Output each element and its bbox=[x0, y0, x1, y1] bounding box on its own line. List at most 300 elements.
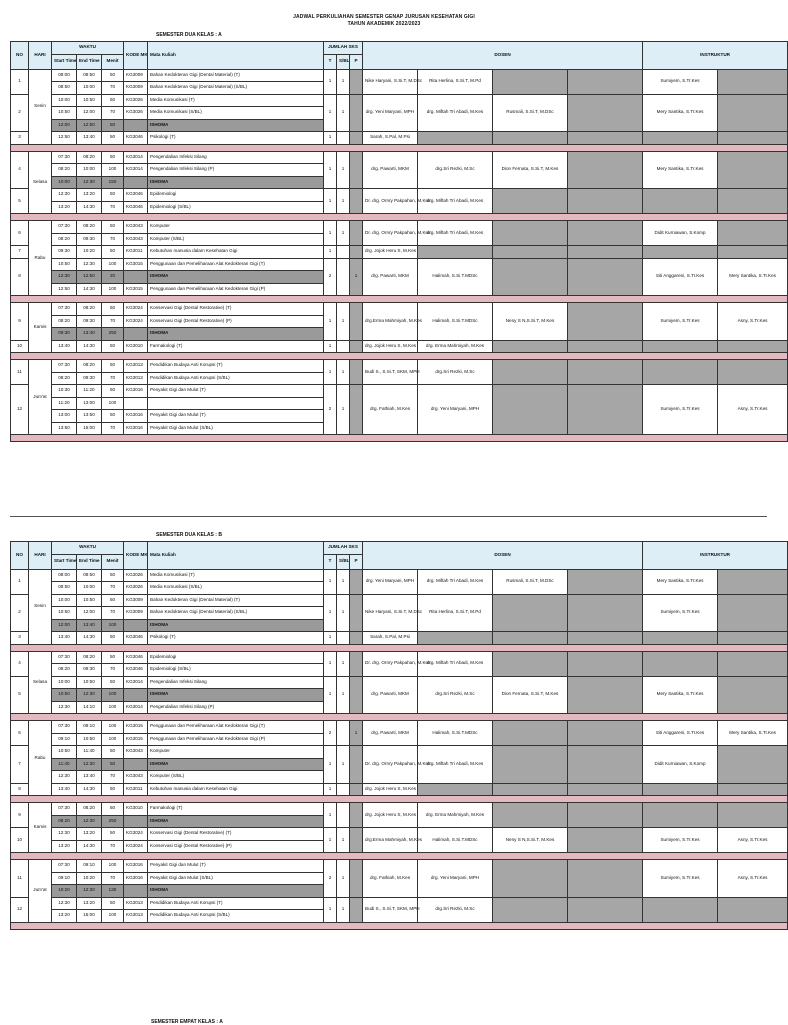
lecturer bbox=[493, 69, 568, 94]
sks-t: 1 bbox=[324, 151, 337, 189]
course-name: Farmakologi (T) bbox=[148, 340, 324, 353]
sks-t: 1 bbox=[324, 303, 337, 341]
lecturer: Dion Fernata, S.Si.T, M.Kes bbox=[493, 676, 568, 714]
minutes: 50 bbox=[102, 94, 124, 107]
minutes: 50 bbox=[102, 360, 124, 373]
header-dosen: DOSEN bbox=[363, 542, 643, 570]
course-code: KG3009 bbox=[124, 594, 148, 607]
start-time: 13:40 bbox=[52, 340, 77, 353]
end-time: 12:30 bbox=[77, 885, 102, 898]
instructor bbox=[718, 746, 788, 784]
lecturer: Rita Herlina, S.Si.T, M.Pd bbox=[418, 594, 493, 632]
minutes: 130 bbox=[102, 885, 124, 898]
header-start: Start Time bbox=[52, 54, 77, 69]
start-time: 10:50 bbox=[52, 107, 77, 120]
day-separator bbox=[11, 853, 788, 860]
header-sks: JUMLAH SKS bbox=[324, 542, 363, 555]
start-time: 10:30 bbox=[52, 385, 77, 398]
lecturer: drg. Pawarti, MKM bbox=[363, 151, 418, 189]
lecturer: Nike Haryani, S.Si.T, M.DSc bbox=[363, 69, 418, 94]
row-number: 7 bbox=[11, 746, 29, 784]
lecturer: drg. Pawarti, MKM bbox=[363, 721, 418, 746]
lecturer: Dr. drg. Ornry Pakpahan, M.Kes bbox=[363, 651, 418, 676]
course-name: Pengendalian Infeksi Silang bbox=[148, 151, 324, 164]
table-row bbox=[11, 360, 788, 373]
instructor bbox=[718, 632, 788, 645]
instructor: Mery Santika, S.Tr.Kes bbox=[643, 151, 718, 189]
row-number: 2 bbox=[11, 594, 29, 632]
row-number: 11 bbox=[11, 860, 29, 898]
lecturer: drg. Fathiah, M.Kes bbox=[363, 860, 418, 898]
end-time: 14:10 bbox=[77, 701, 102, 714]
course-code: KG3026 bbox=[124, 569, 148, 582]
table-row bbox=[11, 69, 788, 82]
row-number: 3 bbox=[11, 132, 29, 145]
end-time: 12:30 bbox=[77, 689, 102, 702]
sks-sbl bbox=[337, 246, 350, 259]
table-row bbox=[11, 594, 788, 607]
sks-p bbox=[350, 340, 363, 353]
lecturer: drg.Erma Mahmiyah, M.Kes bbox=[363, 828, 418, 853]
sks-t: 1 bbox=[324, 246, 337, 259]
sks-p bbox=[350, 897, 363, 922]
lecturer bbox=[568, 803, 643, 828]
end-time: 09:30 bbox=[77, 372, 102, 385]
table-row bbox=[11, 340, 788, 353]
minutes: 50 bbox=[102, 632, 124, 645]
lecturer bbox=[568, 569, 643, 594]
lecturer: Budi S., S.Si.T, SKM, MPH bbox=[363, 360, 418, 385]
lecturer bbox=[568, 340, 643, 353]
lecturer bbox=[568, 721, 643, 746]
day-separator bbox=[11, 296, 788, 303]
sks-p bbox=[350, 69, 363, 94]
course-name bbox=[148, 397, 324, 410]
minutes: 50 bbox=[102, 758, 124, 771]
instructor bbox=[643, 340, 718, 353]
minutes: 50 bbox=[102, 594, 124, 607]
instructor bbox=[718, 360, 788, 385]
sks-t: 1 bbox=[324, 569, 337, 594]
course-code: KG3015 bbox=[124, 733, 148, 746]
lecturer: Sarah, S.Pal, M.Psi bbox=[363, 632, 418, 645]
course-name: Pendidikan Budaya Anti Korupsi (S/BL) bbox=[148, 372, 324, 385]
row-number: 7 bbox=[11, 246, 29, 259]
course-code bbox=[124, 176, 148, 189]
row-number: 3 bbox=[11, 632, 29, 645]
course-name: Konservasi Gigi (Dental Restorative) (T) bbox=[148, 828, 324, 841]
instructor bbox=[643, 803, 718, 828]
day-label: Jum'at bbox=[29, 360, 52, 435]
separator-band bbox=[11, 922, 788, 929]
course-name: Penyakit Gigi dan Mulut (T) bbox=[148, 385, 324, 398]
lecturer: Budi S., S.Si.T, SKM, MPH bbox=[363, 897, 418, 922]
course-code: KG3043 bbox=[124, 746, 148, 759]
start-time: 08:50 bbox=[52, 582, 77, 595]
table-row bbox=[11, 303, 788, 316]
sks-p bbox=[350, 783, 363, 796]
row-number: 9 bbox=[11, 303, 29, 341]
course-code: KG3015 bbox=[124, 721, 148, 734]
start-time: 10:50 bbox=[52, 746, 77, 759]
minutes: 70 bbox=[102, 771, 124, 784]
header-waktu: WAKTU bbox=[52, 542, 124, 555]
table-row bbox=[11, 803, 788, 816]
lecturer: drg. Yeni Maryani, MPH bbox=[363, 569, 418, 594]
course-code: KG3043 bbox=[124, 771, 148, 784]
header-kode: KODE MK bbox=[124, 42, 148, 70]
table-row bbox=[11, 189, 788, 202]
start-time: 13:20 bbox=[52, 201, 77, 214]
start-time: 10:50 bbox=[52, 689, 77, 702]
separator-band bbox=[11, 214, 788, 221]
minutes: 70 bbox=[102, 872, 124, 885]
lecturer: Sarah, S.Pal, M.Psi bbox=[363, 132, 418, 145]
start-time: 08:20 bbox=[52, 233, 77, 246]
lecturer bbox=[568, 746, 643, 784]
start-time: 10:50 bbox=[52, 258, 77, 271]
day-label: Jum'at bbox=[29, 860, 52, 923]
course-name: Media Komunikasi (T) bbox=[148, 94, 324, 107]
minutes: 50 bbox=[102, 221, 124, 234]
course-name: Konservasi Gigi (Dental Restorative) (T) bbox=[148, 303, 324, 316]
start-time: 12:30 bbox=[52, 897, 77, 910]
sks-sbl: 1 bbox=[337, 828, 350, 853]
minutes: 100 bbox=[102, 283, 124, 296]
header-menit: Menit bbox=[102, 54, 124, 69]
start-time: 13:20 bbox=[52, 840, 77, 853]
sks-t: 1 bbox=[324, 783, 337, 796]
end-time: 08:20 bbox=[77, 651, 102, 664]
lecturer: drg.Sri Rezki, M.Sc bbox=[418, 151, 493, 189]
day-label: Kamis bbox=[29, 303, 52, 353]
sks-p bbox=[350, 132, 363, 145]
end-time: 13:00 bbox=[77, 397, 102, 410]
sks-sbl bbox=[337, 258, 350, 296]
minutes: 100 bbox=[102, 910, 124, 923]
day-label: Rabu bbox=[29, 721, 52, 796]
start-time: 12:30 bbox=[52, 189, 77, 202]
day-separator bbox=[11, 796, 788, 803]
end-time: 10:20 bbox=[77, 872, 102, 885]
lecturer bbox=[418, 132, 493, 145]
start-time: 08:20 bbox=[52, 315, 77, 328]
course-code: KG3026 bbox=[124, 94, 148, 107]
minutes: 100 bbox=[102, 164, 124, 177]
minutes: 70 bbox=[102, 82, 124, 95]
sks-sbl bbox=[337, 803, 350, 828]
sks-sbl: 1 bbox=[337, 860, 350, 898]
lecturer: drg. Miftah Tri Abadi, M.Kes bbox=[418, 651, 493, 676]
instructor bbox=[718, 132, 788, 145]
header-sbl: S/BL bbox=[337, 54, 350, 69]
lecturer: Rusmali, S.Si.T, M.DSc bbox=[493, 569, 568, 594]
header-t: T bbox=[324, 54, 337, 69]
end-time: 08:20 bbox=[77, 221, 102, 234]
course-code: KG3016 bbox=[124, 410, 148, 423]
lecturer: drg. Erma Mahmiyah, M.Kes bbox=[418, 340, 493, 353]
sks-t: 2 bbox=[324, 385, 337, 435]
minutes: 50 bbox=[102, 246, 124, 259]
course-name: Penggunaan dan Pemeliharaan Alat Kedokteran Gigi (P) bbox=[148, 733, 324, 746]
header-p: P bbox=[350, 54, 363, 69]
start-time: 09:30 bbox=[52, 246, 77, 259]
start-time: 08:00 bbox=[52, 569, 77, 582]
course-code: KG3016 bbox=[124, 422, 148, 435]
row-number: 6 bbox=[11, 221, 29, 246]
header-kode: KODE MK bbox=[124, 542, 148, 570]
course-name: Komputer (S/BL) bbox=[148, 233, 324, 246]
academic-year: TAHUN AKADEMIK 2022/2023 bbox=[347, 21, 421, 27]
course-name: Pendidikan Budaya Anti Korupsi (S/BL) bbox=[148, 910, 324, 923]
instructor bbox=[643, 246, 718, 259]
sks-sbl: 1 bbox=[337, 151, 350, 189]
lecturer bbox=[493, 246, 568, 259]
sks-t: 1 bbox=[324, 651, 337, 676]
lecturer: Halimah, S.Si.T.MDSc bbox=[418, 303, 493, 341]
start-time: 12:00 bbox=[52, 619, 77, 632]
end-time: 10:50 bbox=[77, 733, 102, 746]
sks-t: 1 bbox=[324, 676, 337, 714]
minutes: 100 bbox=[102, 860, 124, 873]
lecturer bbox=[418, 632, 493, 645]
course-name: Bahan Kedokteran Gigi (Dental Material) (S/BL) bbox=[148, 82, 324, 95]
end-time: 12:50 bbox=[77, 119, 102, 132]
lecturer: drg. Jojok Heru S, M.Kes bbox=[363, 783, 418, 796]
start-time: 12:30 bbox=[52, 771, 77, 784]
separator-band bbox=[11, 714, 788, 721]
course-name: Komputer (S/BL) bbox=[148, 771, 324, 784]
day-separator bbox=[11, 435, 788, 442]
table-row bbox=[11, 132, 788, 145]
lecturer bbox=[568, 360, 643, 385]
minutes: 70 bbox=[102, 233, 124, 246]
end-time: 14:30 bbox=[77, 201, 102, 214]
end-time: 09:10 bbox=[77, 721, 102, 734]
course-name: ISHOMA bbox=[148, 885, 324, 898]
end-time: 15:00 bbox=[77, 422, 102, 435]
instructor: Asny, S.Tr.Kes bbox=[718, 303, 788, 341]
course-code: KG3046 bbox=[124, 632, 148, 645]
table-body-b bbox=[11, 569, 788, 929]
end-time: 10:50 bbox=[77, 676, 102, 689]
end-time: 11:40 bbox=[77, 746, 102, 759]
day-label: Kamis bbox=[29, 803, 52, 853]
end-time: 14:30 bbox=[77, 783, 102, 796]
minutes: 100 bbox=[102, 701, 124, 714]
lecturer: Halimah, S.Si.T.MDSc bbox=[418, 258, 493, 296]
instructor bbox=[718, 69, 788, 94]
sks-t: 2 bbox=[324, 258, 337, 296]
minutes: 100 bbox=[102, 619, 124, 632]
course-code: KG3016 bbox=[124, 872, 148, 885]
lecturer: drg. Miftah Tri Abadi, M.Kes bbox=[418, 746, 493, 784]
row-number: 1 bbox=[11, 569, 29, 594]
sks-p bbox=[350, 651, 363, 676]
lecturer bbox=[493, 746, 568, 784]
lecturer bbox=[493, 340, 568, 353]
day-separator bbox=[11, 714, 788, 721]
minutes: 50 bbox=[102, 119, 124, 132]
end-time: 12:00 bbox=[77, 107, 102, 120]
instructor: Asny, S.Tr.Kes bbox=[718, 828, 788, 853]
start-time: 12:50 bbox=[52, 132, 77, 145]
sks-sbl: 1 bbox=[337, 569, 350, 594]
course-name: Epidemiologi bbox=[148, 189, 324, 202]
start-time: 12:30 bbox=[52, 828, 77, 841]
instructor: Mery Santika, S.Tr.Kes bbox=[643, 569, 718, 594]
lecturer: drg.Erma Mahmiyah, M.Kes bbox=[363, 303, 418, 341]
course-name: ISHOMA bbox=[148, 119, 324, 132]
course-name: Penggunaan dan Pemeliharaan Alat Kedokteran Gigi (P) bbox=[148, 283, 324, 296]
sks-p: 1 bbox=[350, 258, 363, 296]
lecturer bbox=[493, 860, 568, 898]
minutes: 70 bbox=[102, 201, 124, 214]
day-separator bbox=[11, 644, 788, 651]
header-sks: JUMLAH SKS bbox=[324, 42, 363, 55]
row-number: 4 bbox=[11, 151, 29, 189]
course-code: KG3046 bbox=[124, 201, 148, 214]
course-name: Penggunaan dan Pemeliharaan Alat Kedokteran Gigi (T) bbox=[148, 258, 324, 271]
lecturer bbox=[493, 132, 568, 145]
sks-sbl: 1 bbox=[337, 676, 350, 714]
course-name: Penyakit Gigi dan Mulut (S/BL) bbox=[148, 422, 324, 435]
minutes: 70 bbox=[102, 664, 124, 677]
course-name: Bahan Kedokteran Gigi (Dental Material) (T) bbox=[148, 69, 324, 82]
course-code bbox=[124, 397, 148, 410]
instructor: Mery Santika, S.Tr.Kes bbox=[643, 676, 718, 714]
course-code: KG3013 bbox=[124, 372, 148, 385]
lecturer: Nike Haryani, S.Si.T, M.DSc bbox=[363, 594, 418, 632]
lecturer bbox=[493, 221, 568, 246]
instructor: Asny, S.Tr.Kes bbox=[718, 385, 788, 435]
start-time: 07:30 bbox=[52, 721, 77, 734]
lecturer bbox=[568, 246, 643, 259]
lecturer: drg.Sri Rezki, M.Sc bbox=[418, 360, 493, 385]
table-row bbox=[11, 860, 788, 873]
header-end: End Time bbox=[77, 554, 102, 569]
start-time: 10:50 bbox=[52, 607, 77, 620]
course-name: ISHOMA bbox=[148, 176, 324, 189]
table-row bbox=[11, 746, 788, 759]
course-name: Bahan Kedokteran Gigi (Dental Material) (S/BL) bbox=[148, 607, 324, 620]
course-code: KG3013 bbox=[124, 910, 148, 923]
course-code: KG3011 bbox=[124, 783, 148, 796]
start-time: 08:50 bbox=[52, 82, 77, 95]
separator-band bbox=[11, 853, 788, 860]
start-time: 10:20 bbox=[52, 885, 77, 898]
lecturer: drg. Fathiah, M.Kes bbox=[363, 385, 418, 435]
instructor: Mery Santika, S.Tr.Kes bbox=[718, 721, 788, 746]
end-time: 08:20 bbox=[77, 360, 102, 373]
minutes: 70 bbox=[102, 372, 124, 385]
lecturer: drg.Sri Rezki, M.Sc bbox=[418, 897, 493, 922]
minutes: 100 bbox=[102, 258, 124, 271]
lecturer: drg. Pawarti, MKM bbox=[363, 258, 418, 296]
start-time: 13:50 bbox=[52, 422, 77, 435]
header-hari: HARI bbox=[29, 542, 52, 570]
document-title: JADWAL PERKULIAHAN SEMESTER GENAP JURUSAN KESEHATAN GIGI bbox=[293, 14, 475, 20]
start-time: 08:20 bbox=[52, 164, 77, 177]
schedule-table-b bbox=[10, 541, 788, 930]
course-code: KG3013 bbox=[124, 897, 148, 910]
table-row bbox=[11, 221, 788, 234]
course-name: Psikologi (T) bbox=[148, 632, 324, 645]
minutes: 50 bbox=[102, 676, 124, 689]
end-time: 10:20 bbox=[77, 246, 102, 259]
course-code: KG3043 bbox=[124, 233, 148, 246]
separator-band bbox=[11, 435, 788, 442]
end-time: 09:30 bbox=[77, 315, 102, 328]
lecturer bbox=[568, 69, 643, 94]
header-mk: Mata Kuliah bbox=[148, 42, 324, 70]
instructor bbox=[643, 897, 718, 922]
minutes: 50 bbox=[102, 569, 124, 582]
header-dosen: DOSEN bbox=[363, 42, 643, 70]
course-code: KG3014 bbox=[124, 164, 148, 177]
course-name: Komputer bbox=[148, 221, 324, 234]
lecturer bbox=[568, 594, 643, 632]
start-time: 08:00 bbox=[52, 69, 77, 82]
end-time: 13:50 bbox=[77, 410, 102, 423]
minutes: 250 bbox=[102, 328, 124, 341]
table-row bbox=[11, 246, 788, 259]
minutes: 50 bbox=[102, 151, 124, 164]
table-row bbox=[11, 651, 788, 664]
minutes: 50 bbox=[102, 69, 124, 82]
course-name: Penyakit Gigi dan Mulut (S/BL) bbox=[148, 872, 324, 885]
instructor: Didit Kurniawan, S.Komp bbox=[643, 746, 718, 784]
sks-sbl: 1 bbox=[337, 69, 350, 94]
course-code: KG3015 bbox=[124, 258, 148, 271]
sks-p bbox=[350, 828, 363, 853]
course-name: Epidemiologi (S/BL) bbox=[148, 201, 324, 214]
start-time: 07:30 bbox=[52, 303, 77, 316]
sks-sbl: 1 bbox=[337, 221, 350, 246]
header-sbl: S/BL bbox=[337, 554, 350, 569]
course-code bbox=[124, 815, 148, 828]
sks-p bbox=[350, 94, 363, 132]
end-time: 10:00 bbox=[77, 82, 102, 95]
sks-p bbox=[350, 246, 363, 259]
end-time: 11:20 bbox=[77, 385, 102, 398]
lecturer bbox=[568, 676, 643, 714]
lecturer bbox=[493, 360, 568, 385]
table-row bbox=[11, 676, 788, 689]
course-code bbox=[124, 758, 148, 771]
minutes: 100 bbox=[102, 721, 124, 734]
course-name: Penyakit Gigi dan Mulut (T) bbox=[148, 410, 324, 423]
minutes: 70 bbox=[102, 422, 124, 435]
minutes: 100 bbox=[102, 733, 124, 746]
lecturer: drg. Yeni Maryani, MPH bbox=[418, 385, 493, 435]
start-time: 08:20 bbox=[52, 372, 77, 385]
end-time: 14:30 bbox=[77, 840, 102, 853]
sks-p bbox=[350, 385, 363, 435]
instructor bbox=[643, 360, 718, 385]
end-time: 12:00 bbox=[77, 607, 102, 620]
course-name: Media Komunikasi (S/BL) bbox=[148, 582, 324, 595]
row-number: 5 bbox=[11, 189, 29, 214]
sks-t: 2 bbox=[324, 860, 337, 898]
lecturer bbox=[568, 860, 643, 898]
start-time: 10:00 bbox=[52, 594, 77, 607]
minutes: 50 bbox=[102, 340, 124, 353]
lecturer: drg. Miftah Tri Abadi, M.Kes bbox=[418, 569, 493, 594]
end-time: 14:30 bbox=[77, 283, 102, 296]
end-time: 12:30 bbox=[77, 258, 102, 271]
instructor: Sumiyem, S.Tr.Kes bbox=[643, 303, 718, 341]
